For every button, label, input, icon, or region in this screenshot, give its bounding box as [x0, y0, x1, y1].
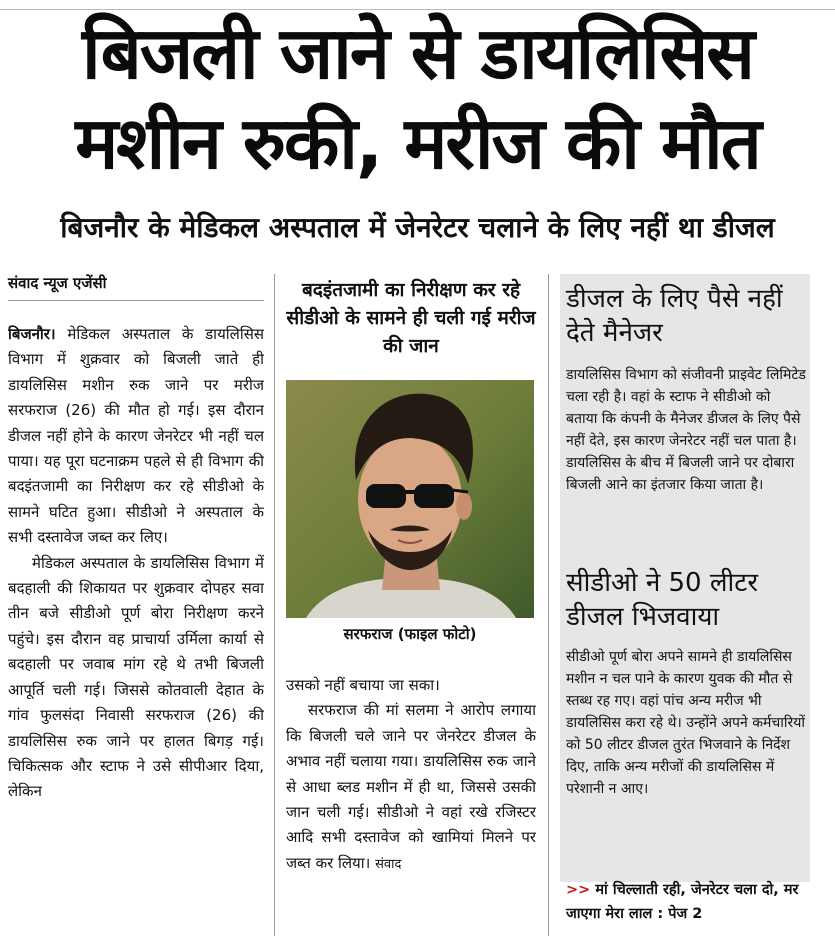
continuation-arrow-icon: >> — [566, 882, 591, 898]
column-rule-right — [548, 274, 549, 936]
column-rule-left — [274, 274, 275, 936]
continuation-note — [566, 878, 816, 926]
column-2 — [286, 673, 536, 937]
byline-rule — [8, 300, 264, 301]
column-1-paragraph-1-text: मेडिकल अस्पताल के डायलिसिस विभाग में शुक्रवार को बिजली जाते ही डायलिसिस मशीन रुक जाने पर मरीज सरफराज (26) की मौत हो गई। इस दौरान डीजल नहीं होने के कारण जेनरेटर भी नहीं चल पाया। यह पूरा घटनाक्रम पहले से ही विभाग की बदइंतजामी का निरीक्षण कर रहे सीडीओ के सामने घटित हुआ। सीडीओ ने अस्पताल के सभी दस्तावेज जब्त कर लिए। — [8, 325, 264, 547]
column-1 — [8, 322, 264, 938]
subheadline: बिजनौर के मेडिकल अस्पताल में जेनरेटर चलाने के लिए नहीं था डीजल — [60, 211, 775, 244]
byline: संवाद न्यूज एजेंसी — [8, 274, 107, 292]
portrait-photo — [286, 380, 534, 618]
column-1-paragraph-2: मेडिकल अस्पताल के डायलिसिस विभाग में बदहाली की शिकायत पर शुक्रवार दोपहर सवा तीन बजे सीडीओ पूर्ण बोरा निरीक्षण करने पहुंचे। इस दौरान वह प्राचार्या उर्मिला कार्या से बदहाली पर जवाब मांग रहे थे तभी बिजली आपूर्ति चली गई। जिससे कोतवाली देहात के गांव फुलसंदा निवासी सरफराज (26) की डायलिसिस रुक जाने पर हालत बिगड़ गई। चिकित्सक और स्टाफ ने उसे सीपीआर दिया, लेकिन — [8, 553, 264, 801]
sidebar-body-2: सीडीओ पूर्ण बोरा अपने सामने ही डायलिसिस मशीन न चल पाने के कारण युवक की मौत से स्तब्ध रह गए। वहां पांच अन्य मरीज भी डायलिसिस करा रहे थे। उन्होंने अपने कर्मचारियों को 50 लीटर डीजल तुरंत भिजवाने के निर्देश दिए, ताकि अन्य मरीजों की डायलिसिस में परेशानी न आए। — [566, 649, 805, 797]
column-2-paragraph-2-text: सरफराज की मां सलमा ने आरोप लगाया कि बिजली चले जाने पर जेनरेटर डीजल के अभाव नहीं चलाया गया। डायलिसिस रुक जाने से आधा ब्लड मशीन में ही था, जिससे उसकी जान चली गई। सीडीओ ने वहां रखे रजिस्टर आदि सभी दस्तावेज को खामियां मिलने पर जब्त कर लिया। — [286, 701, 536, 872]
sidebar-heading-2: सीडीओ ने 50 लीटर डीजल भिजवाया — [566, 568, 758, 632]
column-1-paragraph-1 — [8, 322, 264, 551]
dateline: बिजनौर। — [8, 325, 56, 343]
pull-quote: बदइंतजामी का निरीक्षण कर रहे सीडीओ के सामने ही चली गई मरीज की जान — [286, 279, 536, 357]
headline-line-1: बिजली जाने से डायलिसिस — [82, 11, 753, 95]
photo-caption: सरफराज (फाइल फोटो) — [343, 625, 477, 643]
continuation-text: मां चिल्लाती रही, जेनरेटर चला दो, मर जाएगा मेरा लाल : पेज 2 — [566, 882, 799, 922]
column-2-paragraph-2 — [286, 698, 536, 877]
sidebar-body-1: डायलिसिस विभाग को संजीवनी प्राइवेट लिमिटेड चला रही है। वहां के स्टाफ ने सीडीओ को बताया कि कंपनी के मैनेजर डीजल के लिए पैसे नहीं देते, इस कारण जेनरेटर नहीं चल पाता है। डायलिसिस के बीच में बिजली जाने पर दोबारा बिजली आने का इंतजार किया जाता है। — [566, 367, 806, 493]
portrait-illustration — [286, 380, 534, 618]
sidebar-heading-1: डीजल के लिए पैसे नहीं देते मैनेजर — [566, 284, 783, 348]
column-2-line-1: उसको नहीं बचाया जा सका। — [286, 676, 440, 694]
reporter-credit: संवाद — [375, 856, 402, 872]
headline-line-2: मशीन रुकी, मरीज की मौत — [75, 101, 760, 185]
headline — [0, 8, 835, 188]
